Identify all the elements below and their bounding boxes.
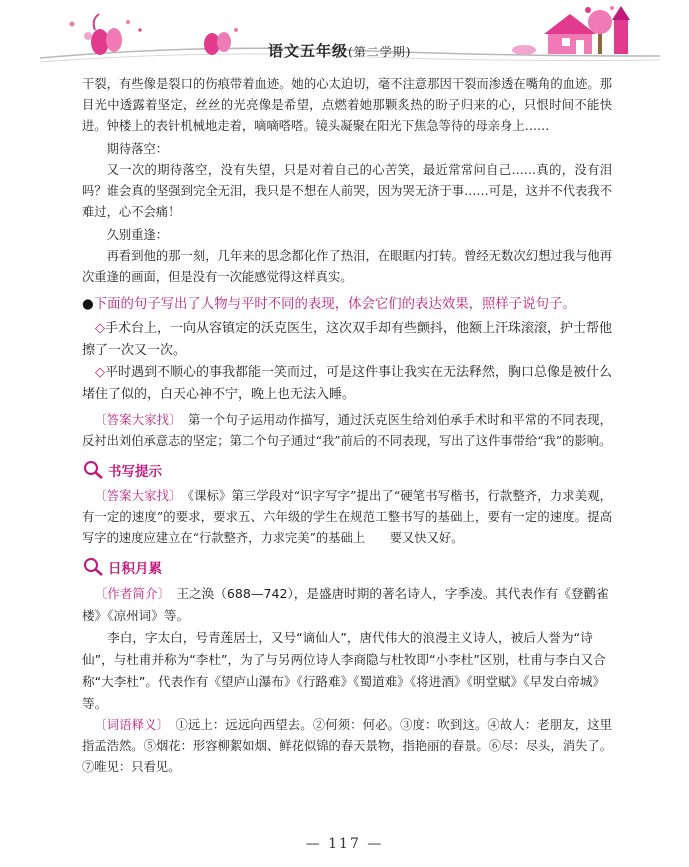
author-tag: 〔作者简介〕 — [94, 586, 164, 601]
bullet-icon: ● — [82, 297, 94, 312]
word-definition-paragraph — [82, 715, 612, 778]
author-text: 王之涣（688—742），是盛唐时期的著名诗人，字季凌。其代表作有《登鹳雀楼》《凉州词》等。 — [82, 586, 609, 623]
diamond-icon: ◇ — [95, 321, 105, 336]
author-paragraph — [82, 583, 612, 627]
header-decoration — [0, 0, 689, 72]
answer-paragraph-1 — [82, 410, 612, 452]
flower-icon — [70, 14, 142, 55]
example-sentence-2 — [82, 362, 612, 406]
writing-text: 《课标》第三学段对“识字写字”提出了“硬笔书写楷书，行款整齐，力求美观，有一定的速度”的要求，要求五、六年级的学生在规范工整书写的基础上，要有一定的速度。提高写字的速度应建立在“行款整齐，力求完美”的基础上 要又快又好。 — [82, 489, 612, 545]
page-content — [82, 74, 612, 778]
sun-icon — [204, 28, 238, 55]
exercise-question-text: 下面的句子写出了人物与平时不同的表现，体会它们的表达效果，照样子说句子。 — [93, 297, 576, 312]
book-title — [268, 40, 411, 61]
section-daily-accumulation — [82, 557, 612, 577]
page-header — [0, 0, 689, 72]
example-sentence-1-text: 手术台上，一向从容镇定的沃克医生，这次双手却有些颤抖，他额上汗珠滚滚，护士帮他擦了一次又一次。 — [82, 321, 613, 358]
book-title-sub: (第二学期) — [348, 45, 412, 59]
answer-tag: 〔答案大家找〕 — [94, 413, 176, 427]
answer-tag: 〔答案大家找〕 — [94, 489, 176, 503]
libai-paragraph: 李白，字太白，号青莲居士，又号“谪仙人”，唐代伟大的浪漫主义诗人，被后人誉为“诗仙”，与杜甫并称为“李杜”，为了与另两位诗人李商隐与杜牧即“小李杜”区别，杜甫与李白又合称“大李杜”。代表作有《望庐山瀑布》《行路难》《蜀道难》《将进酒》《明堂赋》《早发白帝城》等。 — [82, 630, 606, 711]
subheading-reunion: 久别重逢： — [106, 228, 169, 242]
book-title-main: 语文五年级 — [268, 42, 349, 60]
magnifier-icon — [82, 460, 104, 480]
page-number: — 117 — — [305, 836, 384, 852]
example-sentence-2-text: 平时遇到不顺心的事我都能一笑而过，可是这件事让我实在无法释然，胸口总像是被什么堵住了似的，白天心神不宁，晚上也无法入睡。 — [82, 365, 613, 402]
example-sentence-1 — [82, 318, 612, 362]
word-tag: 〔词语释义〕 — [94, 718, 164, 732]
section-writing-title: 书写提示 — [108, 464, 162, 480]
magnifier-icon — [82, 557, 104, 577]
section-accum-title: 日积月累 — [108, 561, 162, 577]
paragraph-1: 干裂，有些像是裂口的伤痕带着血迹。她的心太迫切，毫不注意那因干裂而渗透在嘴角的血迹。那目光中透露着坚定，丝丝的光亮像是希望，点燃着她那颗炙热的盼子归来的心，只恨时间不能快进。钟楼上的表针机械地走着，嘀嘀嗒嗒。镜头凝聚在阳光下焦急等待的母亲身上…… — [82, 77, 612, 133]
writing-paragraph — [82, 486, 612, 549]
subheading-expectation-failed: 期待落空： — [106, 142, 169, 156]
diamond-icon: ◇ — [95, 365, 105, 380]
paragraph-3: 再看到他的那一刻，几年来的思念都化作了热泪，在眼眶内打转。曾经无数次幻想过我与他再次重逢的画面，但是没有一次能感觉得这样真实。 — [82, 249, 612, 284]
paragraph-2: 又一次的期待落空，没有失望，只是对着自己的心苦笑，最近常常问自己……真的，没有泪吗？谁会真的坚强到完全无泪，我只是不想在人前哭，因为哭无济于事……可是，这并不代表我不难过，心不会痛！ — [82, 163, 612, 219]
word-text: ①远上：远远向西望去。②何须：何必。③度：吹到这。④故人：老朋友，这里指孟浩然。⑤烟花：形容柳絮如烟、鲜花似锦的春天景物，指艳丽的春景。⑥尽：尽头，消失了。⑦唯见：只看见。 — [82, 718, 612, 774]
exercise-question — [82, 294, 612, 316]
section-writing-tips — [82, 460, 612, 480]
house-icon — [512, 6, 630, 55]
answer-text: 第一个句子运用动作描写，通过沃克医生给刘伯承手术时和平常的不同表现，反衬出刘伯承意志的坚定；第二个句子通过“我”前后的不同表现，写出了这件事带给“我”的影响。 — [82, 413, 612, 448]
